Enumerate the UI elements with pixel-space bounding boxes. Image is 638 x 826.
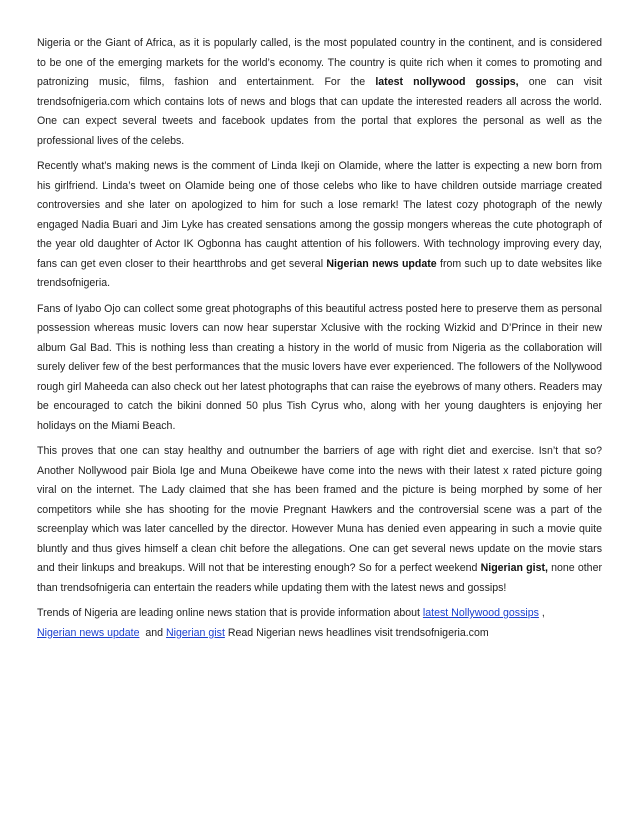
paragraph-1-text-a: Nigeria or the Giant of Africa, as it is popularly called, is the most populated country in the continent, and is considered to be one of the emerging markets for the world’s economy. The country is quite rich when it comes to promoting and patronizing music, films, fashion and entertainment. For the: [37, 37, 602, 88]
document-page: [37, 34, 602, 649]
paragraph-5-text-b: ,: [538, 607, 545, 619]
keyword-latest-nollywood-gossips: latest nollywood gossips,: [375, 76, 519, 88]
link-latest-nollywood-gossips[interactable]: latest Nollywood gossips: [422, 607, 539, 619]
paragraph-1-text-b: one can visit trendsofnigeria.com which contains lots of news and blogs that can update the interested readers all across the world. One can expect several tweets and facebook updates from the portal that explores the personal as well as the professional lives of the celebs.: [37, 76, 602, 147]
paragraph-5: [37, 604, 602, 643]
paragraph-2-text-b: from such up to date websites like trendsofnigeria.: [37, 257, 602, 289]
paragraph-5-text-c: and: [139, 626, 166, 639]
paragraph-5-text-d: Read Nigerian news headlines visit trendsofnigeria.com: [224, 626, 489, 639]
keyword-nigerian-gist: Nigerian gist,: [480, 562, 548, 574]
link-nigerian-gist[interactable]: Nigerian gist: [166, 626, 225, 639]
paragraph-3: [37, 300, 602, 437]
keyword-nigerian-news-update: Nigerian news update: [326, 257, 437, 270]
link-nigerian-news-update[interactable]: Nigerian news update: [37, 626, 140, 639]
paragraph-4-text-b: none other than trendsofnigeria can entertain the readers while updating them with the latest news and gossips!: [37, 562, 602, 594]
paragraph-1: [37, 34, 602, 151]
paragraph-3-text: Fans of Iyabo Ojo can collect some great photographs of this beautiful actress posted here to preserve them as personal possession whereas music lovers can now hear superstar Xclusive with the rocking Wizkid and D’Prince in their new album Gal Bad. This is nothing less than creating a history in the world of music from Nigeria as the collaboration will surely deliver few of the best performances that the music lovers have ever experienced. The followers of the Nollywood rough girl Maheeda can also check out her latest photographs that can raise the eyebrows of many others. Readers may be encouraged to catch the bikini donned 50 plus Tish Cyrus who, along with her young daughters is enjoying her holidays on the Miami Beach.: [37, 302, 602, 432]
paragraph-5-text-a: Trends of Nigeria are leading online news station that is provide information about: [37, 607, 423, 619]
paragraph-2-text-a: Recently what’s making news is the comment of Linda Ikeji on Olamide, where the latter is expecting a new born from his girlfriend. Linda’s tweet on Olamide being one of those celebs who like to have children outside marriage created controversies and she later on apologized to him for such a lose remark! The latest cozy photograph of the newly engaged Nadia Buari and Jim Lyke has created sensations among the gossip mongers whereas the cute photograph of the year old daughter of Actor IK Ogbonna has caught attention of his followers. With technology improving every day, fans can get even closer to their heartthrobs and get several: [37, 160, 602, 270]
paragraph-4-text-a: This proves that one can stay healthy and outnumber the barriers of age with right diet and exercise. Isn’t that so? Another Nollywood pair Biola Ige and Muna Obeikewe have come into the news with their latest x rated picture going viral on the internet. The Lady claimed that she has been framed and the picture is being morphed by some of her competitors while she has shooting for the movie Pregnant Hawkers and the controversial scene was a part of the screenplay which was later cancelled by the director. However Muna has denied even appearing in such a movie quite bluntly and thus gives himself a clean chit before the allegations. One can get several news update on the movie stars and their linkups and breakups. Will not that be interesting enough? So for a perfect weekend: [37, 445, 602, 574]
paragraph-4: [37, 442, 602, 598]
paragraph-2: [37, 157, 602, 294]
